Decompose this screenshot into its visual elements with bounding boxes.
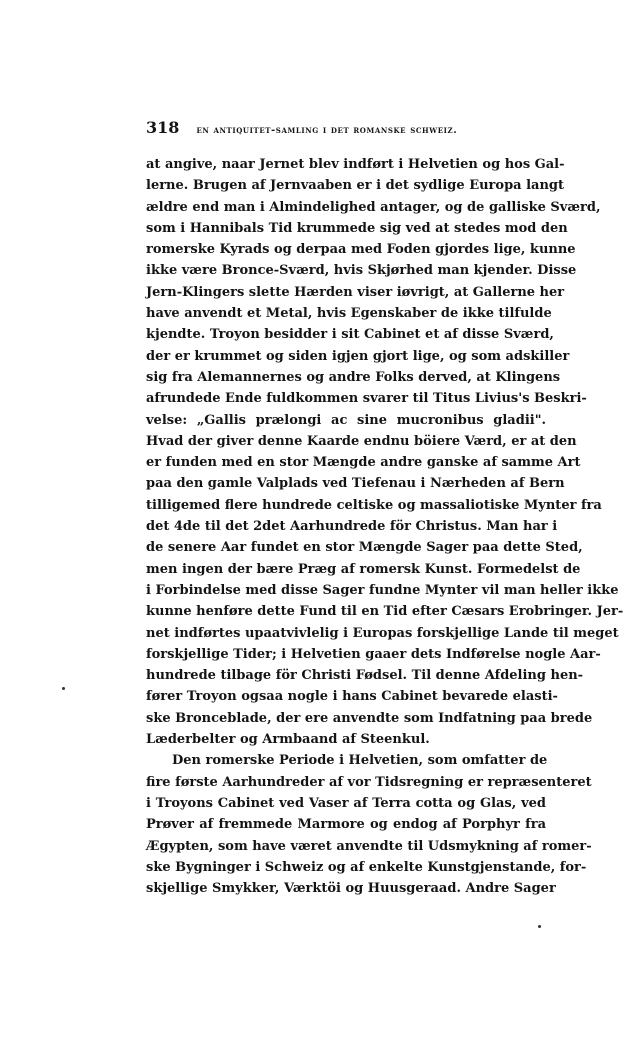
page-header: [146, 118, 546, 140]
text-line: der er krummet og siden igjen gjort lige, og som adskiller: [146, 348, 570, 364]
text-line: Jern-Klingers slette Hærden viser iøvrigt, at Gallerne her: [146, 284, 565, 300]
paper-speck: [538, 925, 541, 928]
text-line: lerne. Brugen af Jernvaaben er i det sydlige Europa langt: [146, 178, 565, 194]
text-line: men ingen der bære Præg af romersk Kunst. Formedelst de: [146, 561, 581, 577]
text-line: sig fra Alemannernes og andre Folks derved, at Klingens: [146, 369, 561, 385]
text-line: velse: „Gallis prælongi ac sine mucronibus gladii".: [146, 412, 546, 428]
text-line: ældre end man i Almindelighed antager, og de galliske Sværd,: [146, 199, 601, 215]
text-line: at angive, naar Jernet blev indført i Helvetien og hos Gal-: [146, 157, 565, 172]
text-line: Ægypten, som have været anvendte til Udsmykning af romer-: [146, 838, 592, 854]
text-line: Læderbelter og Armbaand af Steenkul.: [146, 732, 430, 748]
text-line: Hvad der giver denne Kaarde endnu böiere Værd, er at den: [146, 433, 577, 449]
text-line: ikke være Bronce-Sværd, hvis Skjørhed man kjender. Disse: [146, 263, 577, 279]
text-line: Den romerske Periode i Helvetien, som omfatter de: [172, 753, 548, 769]
text-line: afrundede Ende fuldkommen svarer til Titus Livius's Beskri-: [146, 391, 587, 407]
text-line: Prøver af fremmede Marmore og endog af Porphyr fra: [146, 817, 546, 833]
text-line: tilligemed flere hundrede celtiske og massaliotiske Mynter fra: [146, 497, 602, 513]
running-title: en antiquitet-samling i det romanske schweiz.: [196, 125, 458, 136]
text-line: hundrede tilbage för Christi Fødsel. Til denne Afdeling hen-: [146, 668, 584, 684]
text-line: det 4de til det 2det Aarhundrede för Christus. Man har i: [146, 519, 558, 535]
text-line: som i Hannibals Tid krummede sig ved at stedes mod den: [146, 220, 568, 236]
text-line: ske Bygninger i Schweiz og af enkelte Kunstgjenstande, for-: [146, 859, 587, 875]
text-line: de senere Aar fundet en stor Mængde Sager paa dette Sted,: [146, 540, 583, 556]
text-line: kunne henføre dette Fund til en Tid efter Cæsars Erobringer. Jer-: [146, 604, 624, 620]
text-line: paa den gamle Valplads ved Tiefenau i Nærheden af Bern: [146, 476, 565, 492]
page-number: 318: [146, 118, 180, 137]
body-text: [146, 154, 624, 899]
text-line: fire første Aarhundreder af vor Tidsregning er repræsenteret: [146, 774, 592, 790]
text-line: er funden med en stor Mængde andre ganske af samme Art: [146, 455, 581, 471]
text-line: have anvendt et Metal, hvis Egenskaber de ikke tilfulde: [146, 306, 552, 322]
text-line: romerske Kyrads og derpaa med Foden gjordes lige, kunne: [146, 242, 576, 258]
text-line: i Forbindelse med disse Sager fundne Mynter vil man heller ikke: [146, 582, 619, 598]
text-line: skjellige Smykker, Værktöi og Huusgeraad. Andre Sager: [146, 881, 556, 897]
text-line: ske Bronceblade, der ere anvendte som Indfatning paa brede: [146, 710, 593, 726]
text-line: fører Troyon ogsaa nogle i hans Cabinet bevarede elasti-: [146, 689, 558, 705]
text-line: forskjellige Tider; i Helvetien gaaer dets Indførelse nogle Aar-: [146, 646, 601, 662]
text-line: kjendte. Troyon besidder i sit Cabinet et af disse Sværd,: [146, 327, 554, 343]
paper-speck: [62, 687, 65, 690]
text-line: net indførtes upaatvivlelig i Europas forskjellige Lande til meget: [146, 625, 619, 641]
text-line: i Troyons Cabinet ved Vaser af Terra cotta og Glas, ved: [146, 795, 546, 811]
